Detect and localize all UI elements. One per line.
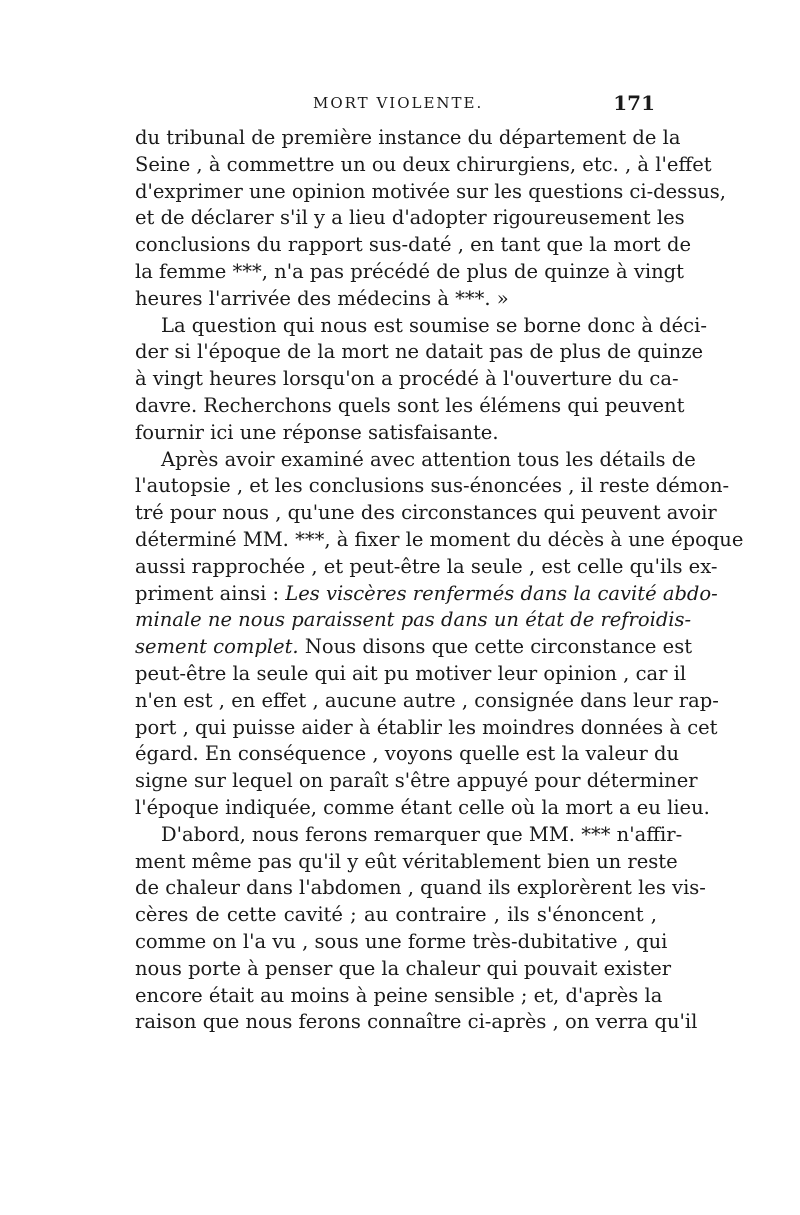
- page-number: 171: [613, 91, 655, 115]
- text-line: la femme ***, n'a pas précédé de plus de quinze à vingt: [135, 259, 684, 283]
- text-line-mixed: [135, 634, 693, 661]
- italic-span: Les viscères renfermés dans la cavité abdo-: [285, 581, 718, 605]
- text-line: [135, 607, 692, 634]
- text-line: port , qui puisse aider à établir les moindres données à cet: [135, 715, 718, 739]
- text-line: et de déclarer s'il y a lieu d'adopter rigoureusement les: [135, 206, 685, 230]
- running-title: MORT VIOLENTE.: [313, 94, 484, 112]
- text-line: déterminé MM. ***, à fixer le moment du décès à une époque: [135, 527, 744, 551]
- text-line: signe sur lequel on paraît s'être appuyé pour déterminer: [135, 769, 698, 793]
- text-line: de chaleur dans l'abdomen , quand ils explorèrent les vis-: [135, 876, 706, 900]
- text-line: Seine , à commettre un ou deux chirurgiens, etc. , à l'effet: [135, 152, 712, 176]
- text-line: D'abord, nous ferons remarquer que MM. *** n'affir-: [161, 822, 683, 846]
- text-line: Après avoir examiné avec attention tous les détails de: [161, 447, 696, 471]
- text-line: d'exprimer une opinion motivée sur les questions ci-dessus,: [135, 179, 726, 203]
- text-line: tré pour nous , qu'une des circonstances qui peuvent avoir: [135, 501, 717, 525]
- text-line: La question qui nous est soumise se borne donc à déci-: [161, 313, 707, 337]
- text-line: heures l'arrivée des médecins à ***. »: [135, 286, 509, 310]
- text-line: n'en est , en effet , aucune autre , consignée dans leur rap-: [135, 688, 719, 712]
- text-span: priment ainsi :: [135, 581, 286, 605]
- text-line: comme on l'a vu , sous une forme très-dubitative , qui: [135, 929, 668, 953]
- text-line: davre. Recherchons quels sont les élémens qui peuvent: [135, 393, 685, 417]
- text-line: égard. En conséquence , voyons quelle est la valeur du: [135, 742, 680, 766]
- text-line: cères de cette cavité ; au contraire , ils s'énoncent ,: [135, 903, 657, 927]
- text-span: Nous disons que cette circonstance est: [298, 635, 693, 659]
- running-head: [135, 91, 655, 124]
- text-line: l'autopsie , et les conclusions sus-énoncées , il reste démon-: [135, 474, 730, 498]
- text-line: ment même pas qu'il y eût véritablement bien un reste: [135, 849, 678, 873]
- text-line: peut-être la seule qui ait pu motiver leur opinion , car il: [135, 661, 687, 685]
- italic-span: minale ne nous paraissent pas dans un état de refroidis-: [135, 608, 692, 632]
- text-line: à vingt heures lorsqu'on a procédé à l'ouverture du ca-: [135, 367, 679, 391]
- text-line: du tribunal de première instance du département de la: [135, 126, 681, 149]
- text-line: aussi rapprochée , et peut-être la seule , est celle qu'ils ex-: [135, 554, 718, 578]
- text-line: raison que nous ferons connaître ci-après , on verra qu'il: [135, 1010, 698, 1034]
- text-line-mixed: [135, 581, 718, 608]
- text-line: conclusions du rapport sus-daté , en tant que la mort de: [135, 233, 691, 257]
- body-text: [135, 125, 744, 1036]
- text-line: fournir ici une réponse satisfaisante.: [135, 420, 499, 444]
- italic-span: sement complet.: [135, 635, 299, 659]
- text-line: nous porte à penser que la chaleur qui pouvait exister: [135, 956, 672, 980]
- text-line: der si l'époque de la mort ne datait pas de plus de quinze: [135, 340, 704, 364]
- text-line: l'époque indiquée, comme étant celle où la mort a eu lieu.: [135, 795, 710, 819]
- text-line: encore était au moins à peine sensible ; et, d'après la: [135, 983, 663, 1007]
